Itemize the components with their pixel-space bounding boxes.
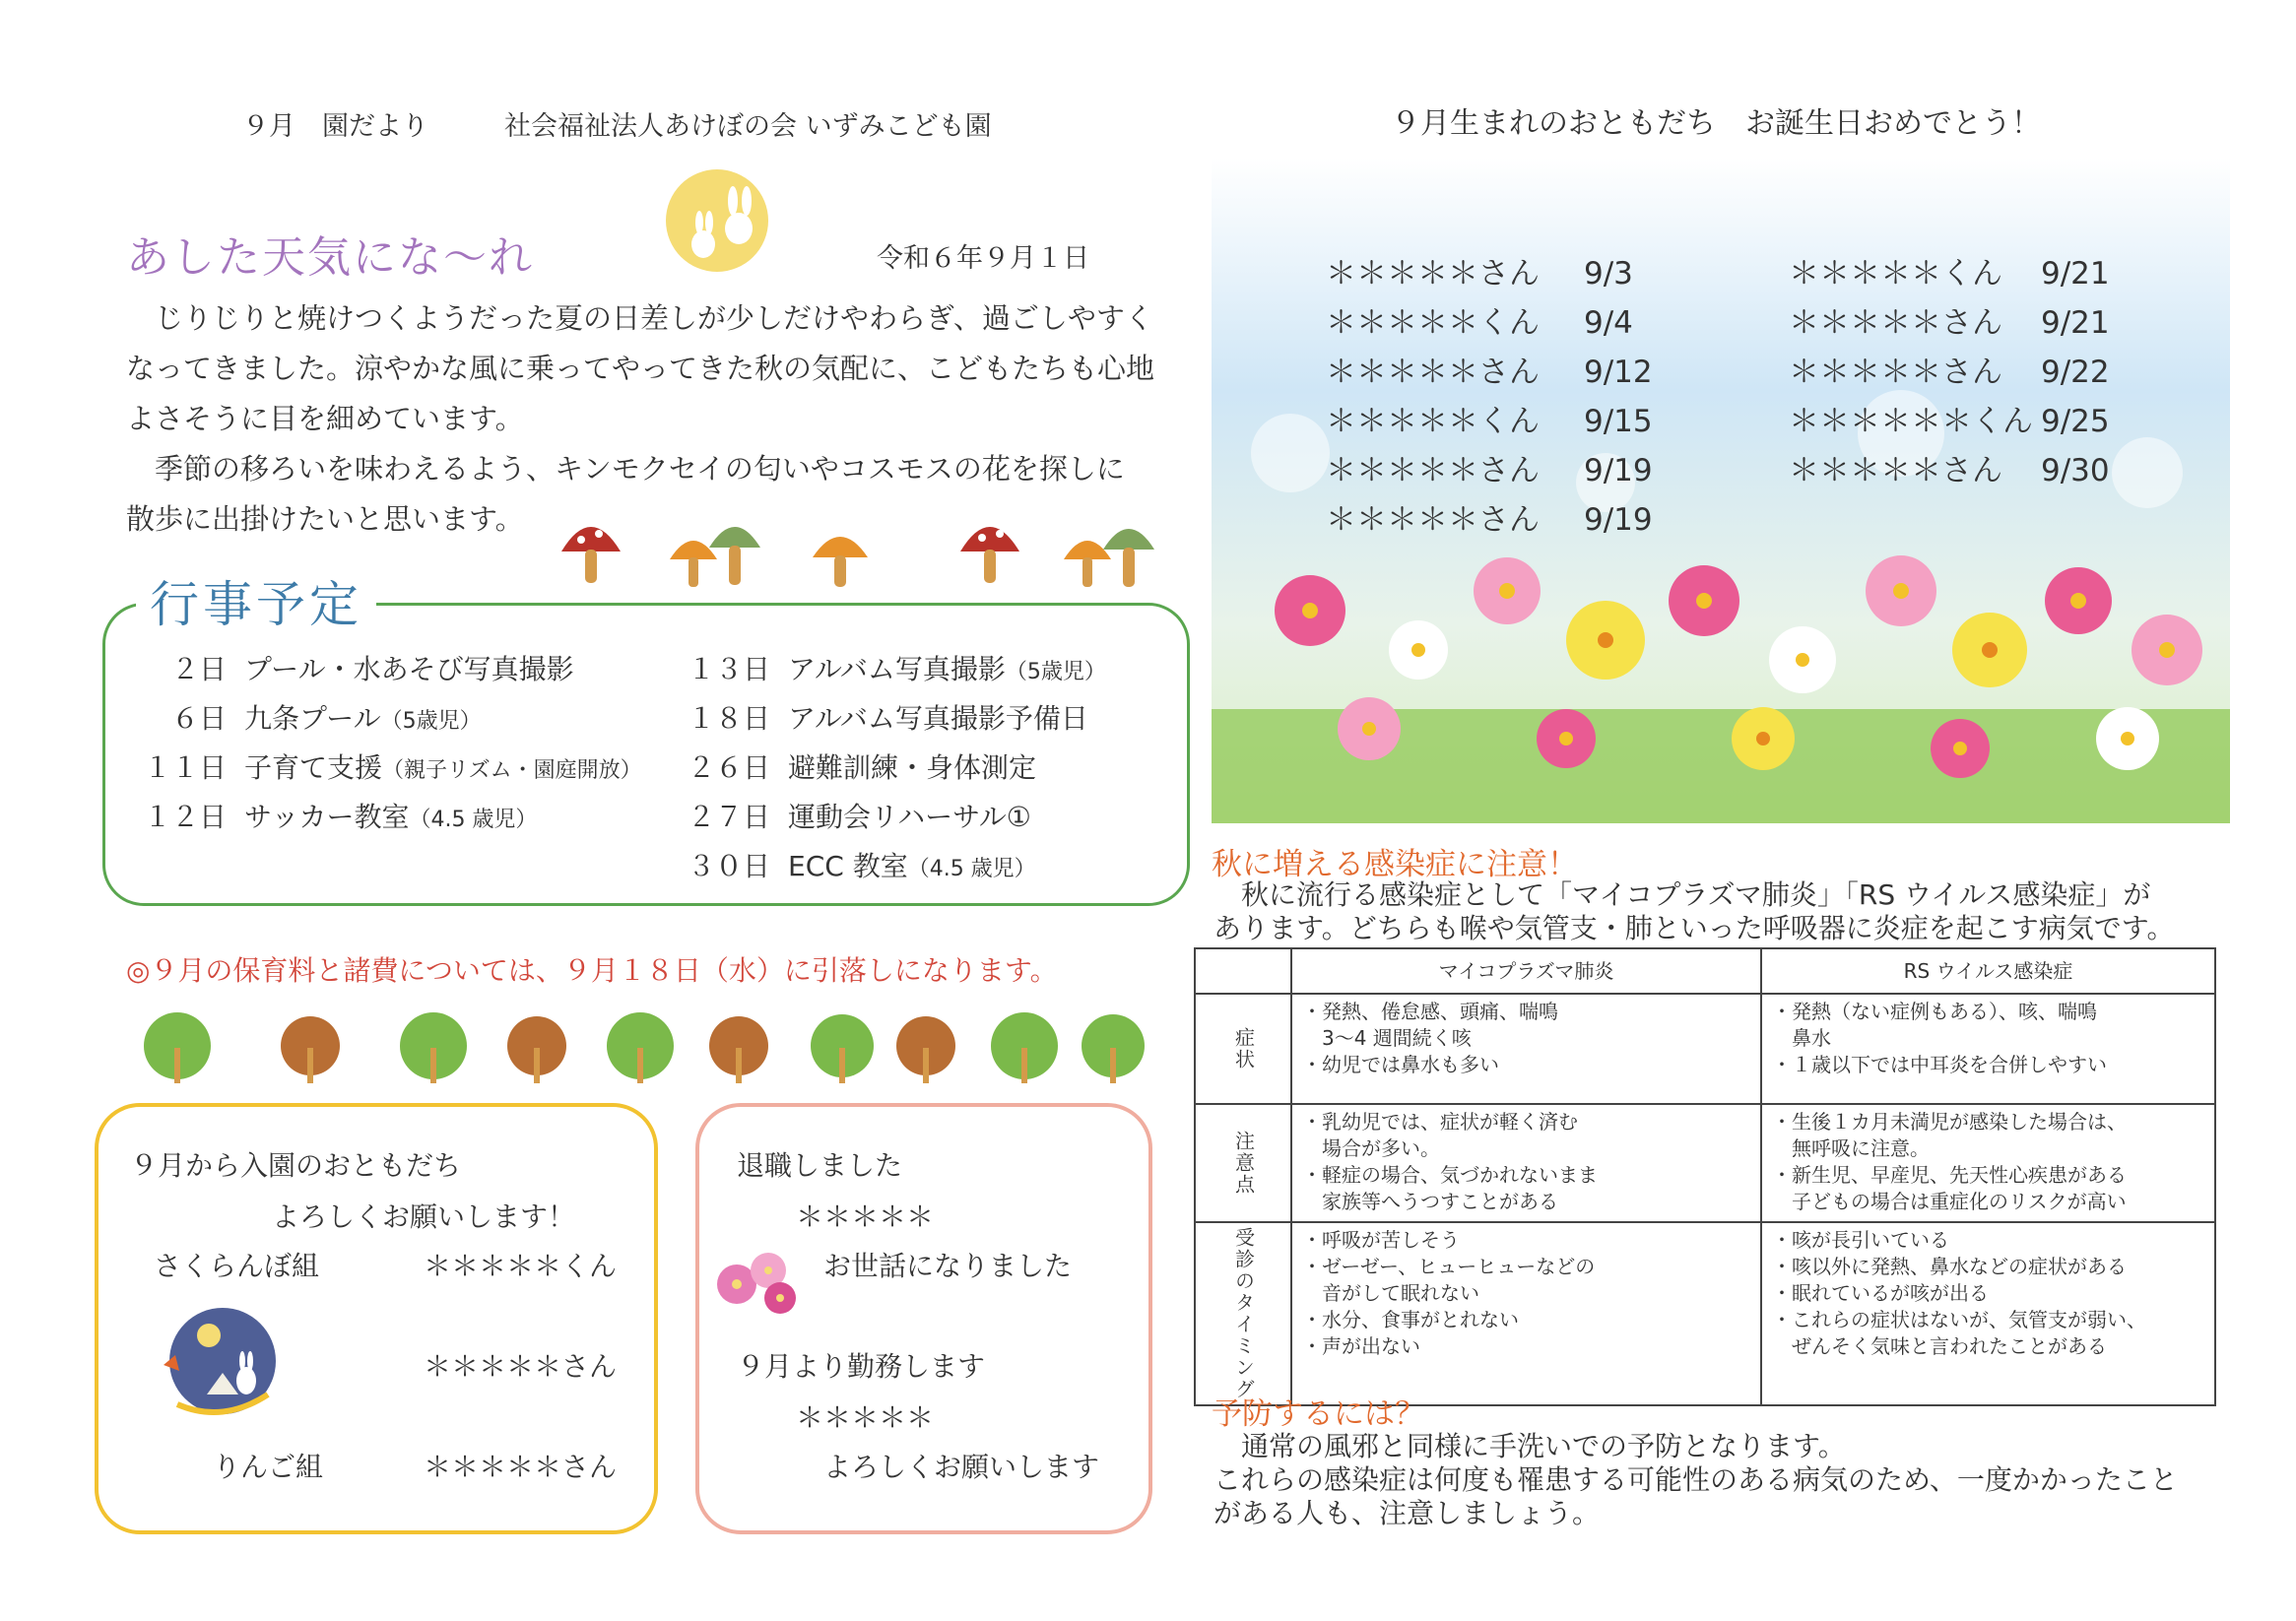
new-friend-name: ＊＊＊＊＊さん	[424, 1350, 618, 1383]
retired-title: 退職しました	[737, 1149, 903, 1182]
infection-intro-line: あります。どちらも喉や気管支・肺といった呼吸器に炎症を起こす病気です。	[1214, 912, 2175, 944]
table-cell: ・呼吸が苦しそう ・ゼーゼー、ヒューヒューなどの 音がして眠れない ・水分、食事がとれない ・声が出ない	[1291, 1222, 1761, 1405]
issue-date: 令和６年９月１日	[877, 243, 1089, 274]
birthday-entry: ＊＊＊＊＊くん 9/4	[1326, 305, 1633, 341]
organization-name: 社会福祉法人あけぼの会 いずみこども園	[504, 111, 992, 142]
birthday-entry: ＊＊＊＊＊さん 9/22	[1789, 355, 2110, 390]
birthday-entry: ＊＊＊＊＊さん 9/3	[1326, 256, 1633, 292]
schedule-item: １１日 子育て支援（親子リズム・園庭開放）	[143, 751, 642, 784]
row-label: 症状	[1231, 1027, 1256, 1070]
new-friends-greeting: よろしくお願いします！	[272, 1200, 576, 1233]
infection-table	[1194, 947, 2216, 1406]
table-corner	[1195, 948, 1291, 994]
table-cell: ・生後１カ月未満児が感染した場合は、 無呼吸に注意。 ・新生児、早産児、先天性心疾患がある 子どもの場合は重症化のリスクが高い	[1761, 1104, 2215, 1222]
infection-intro-line: 秋に流行る感染症として「マイコプラズマ肺炎」「RS ウイルス感染症」が	[1214, 878, 2151, 911]
tree-row-icon	[138, 1008, 1152, 1087]
column-header-rs-virus: RS ウイルス感染症	[1761, 948, 2215, 994]
infection-title: 秋に増える感染症に注意！	[1212, 847, 1578, 882]
moon-bunny-icon	[662, 165, 778, 276]
schedule-right-column	[682, 648, 1106, 894]
schedule-item: ２６日 避難訓練・身体測定	[687, 751, 1037, 784]
schedule-item: １８日 アルバム写真撮影予備日	[687, 702, 1088, 735]
birthday-entry: ＊＊＊＊＊さん 9/19	[1326, 502, 1653, 538]
schedule-item: １３日 アルバム写真撮影（5歳児）	[687, 653, 1106, 685]
greeting-line: よさそうに目を細めています。	[126, 402, 524, 435]
column-header-mycoplasma: マイコプラズマ肺炎	[1291, 948, 1761, 994]
birthday-entry: ＊＊＊＊＊さん 9/30	[1789, 453, 2110, 488]
birthday-entry: ＊＊＊＊＊さん 9/19	[1326, 453, 1653, 488]
greeting-line: なってきました。涼やかな風に乗ってやってきた秋の気配に、こどもたちも心地	[126, 352, 1155, 385]
mushroom-decoration-icon	[552, 512, 1162, 593]
class-sakuranbo: さくらんぼ組	[154, 1250, 320, 1282]
greeting-line: 季節の移ろいを味わえるよう、キンモクセイの匂いやコスモスの花を探しに	[126, 452, 1125, 486]
birthday-left-list	[1326, 248, 1653, 544]
schedule-item: ２７日 運動会リハーサル①	[687, 801, 1031, 833]
new-staff-message: よろしくお願いします	[823, 1451, 1100, 1483]
page-title: あした天気にな〜れ	[126, 232, 534, 283]
table-cell: ・発熱、倦怠感、頭痛、喘鳴 3〜4 週間続く咳 ・幼児では鼻水も多い	[1291, 994, 1761, 1104]
class-ringo: りんご組	[213, 1451, 324, 1483]
schedule-item: ２日 プール・水あそび写真撮影	[170, 653, 574, 685]
schedule-item: ６日 九条プール（5歳児）	[170, 702, 482, 735]
moon-viewing-bunny-icon	[158, 1296, 286, 1424]
schedule-title: 行事予定	[136, 565, 376, 636]
row-label: 注意点	[1231, 1131, 1256, 1196]
cosmos-flower-icon	[711, 1243, 810, 1316]
birthday-entry: ＊＊＊＊＊くん 9/21	[1789, 256, 2110, 292]
prevention-title: 予防するには？	[1212, 1396, 1425, 1432]
row-label: 受診のタイミング	[1231, 1227, 1256, 1400]
table-row	[1195, 994, 2215, 1104]
table-cell: ・咳が長引いている ・咳以外に発熱、鼻水などの症状がある ・眠れているが咳が出る ・これらの症状はないが、気管支が弱い、 ぜんそく気味と言われたことがある	[1761, 1222, 2215, 1405]
new-friend-name: ＊＊＊＊＊さん	[424, 1451, 618, 1483]
birthday-right-list	[1789, 248, 2110, 494]
retired-name: ＊＊＊＊＊	[796, 1200, 935, 1233]
birthday-entry: ＊＊＊＊＊＊くん 9/25	[1789, 404, 2110, 439]
schedule-item: ３０日 ECC 教室（4.5 歳児）	[687, 850, 1036, 882]
new-staff-title: ９月より勤務します	[737, 1350, 986, 1383]
greeting-text	[126, 293, 1219, 545]
schedule-item: １２日 サッカー教室（4.5 歳児）	[143, 801, 538, 833]
birthday-title: ９月生まれのおともだち お誕生日おめでとう！	[1391, 106, 2041, 141]
greeting-line: じりじりと焼けつくようだった夏の日差しが少しだけやわらぎ、過ごしやすく	[126, 301, 1153, 335]
new-staff-name: ＊＊＊＊＊	[796, 1401, 935, 1434]
birthday-entry: ＊＊＊＊＊くん 9/15	[1326, 404, 1653, 439]
prevention-line: がある人も、注意しましょう。	[1214, 1497, 1601, 1529]
fee-notice: ◎９月の保育料と諸費については、９月１８日（水）に引落しになります。	[126, 954, 1058, 987]
greeting-line: 散歩に出掛けたいと思います。	[126, 502, 524, 536]
table-row	[1195, 1104, 2215, 1222]
retired-message: お世話になりました	[823, 1250, 1073, 1282]
schedule-left-column	[138, 648, 642, 845]
new-friend-name: ＊＊＊＊＊くん	[424, 1250, 618, 1282]
newsletter-month: ９月 園だより	[242, 111, 428, 142]
table-cell: ・発熱（ない症例もある）、咳、喘鳴 鼻水 ・１歳以下では中耳炎を合併しやすい	[1761, 994, 2215, 1104]
birthday-entry: ＊＊＊＊＊さん 9/12	[1326, 355, 1653, 390]
birthday-entry: ＊＊＊＊＊さん 9/21	[1789, 305, 2110, 341]
prevention-line: 通常の風邪と同様に手洗いでの予防となります。	[1214, 1430, 1846, 1462]
table-row	[1195, 1222, 2215, 1405]
prevention-line: これらの感染症は何度も罹患する可能性のある病気のため、一度かかったこと	[1214, 1463, 2178, 1496]
table-cell: ・乳幼児では、症状が軽く済む 場合が多い。 ・軽症の場合、気づかれないまま 家族等へうつすことがある	[1291, 1104, 1761, 1222]
new-friends-title: ９月から入園のおともだち	[130, 1149, 462, 1182]
